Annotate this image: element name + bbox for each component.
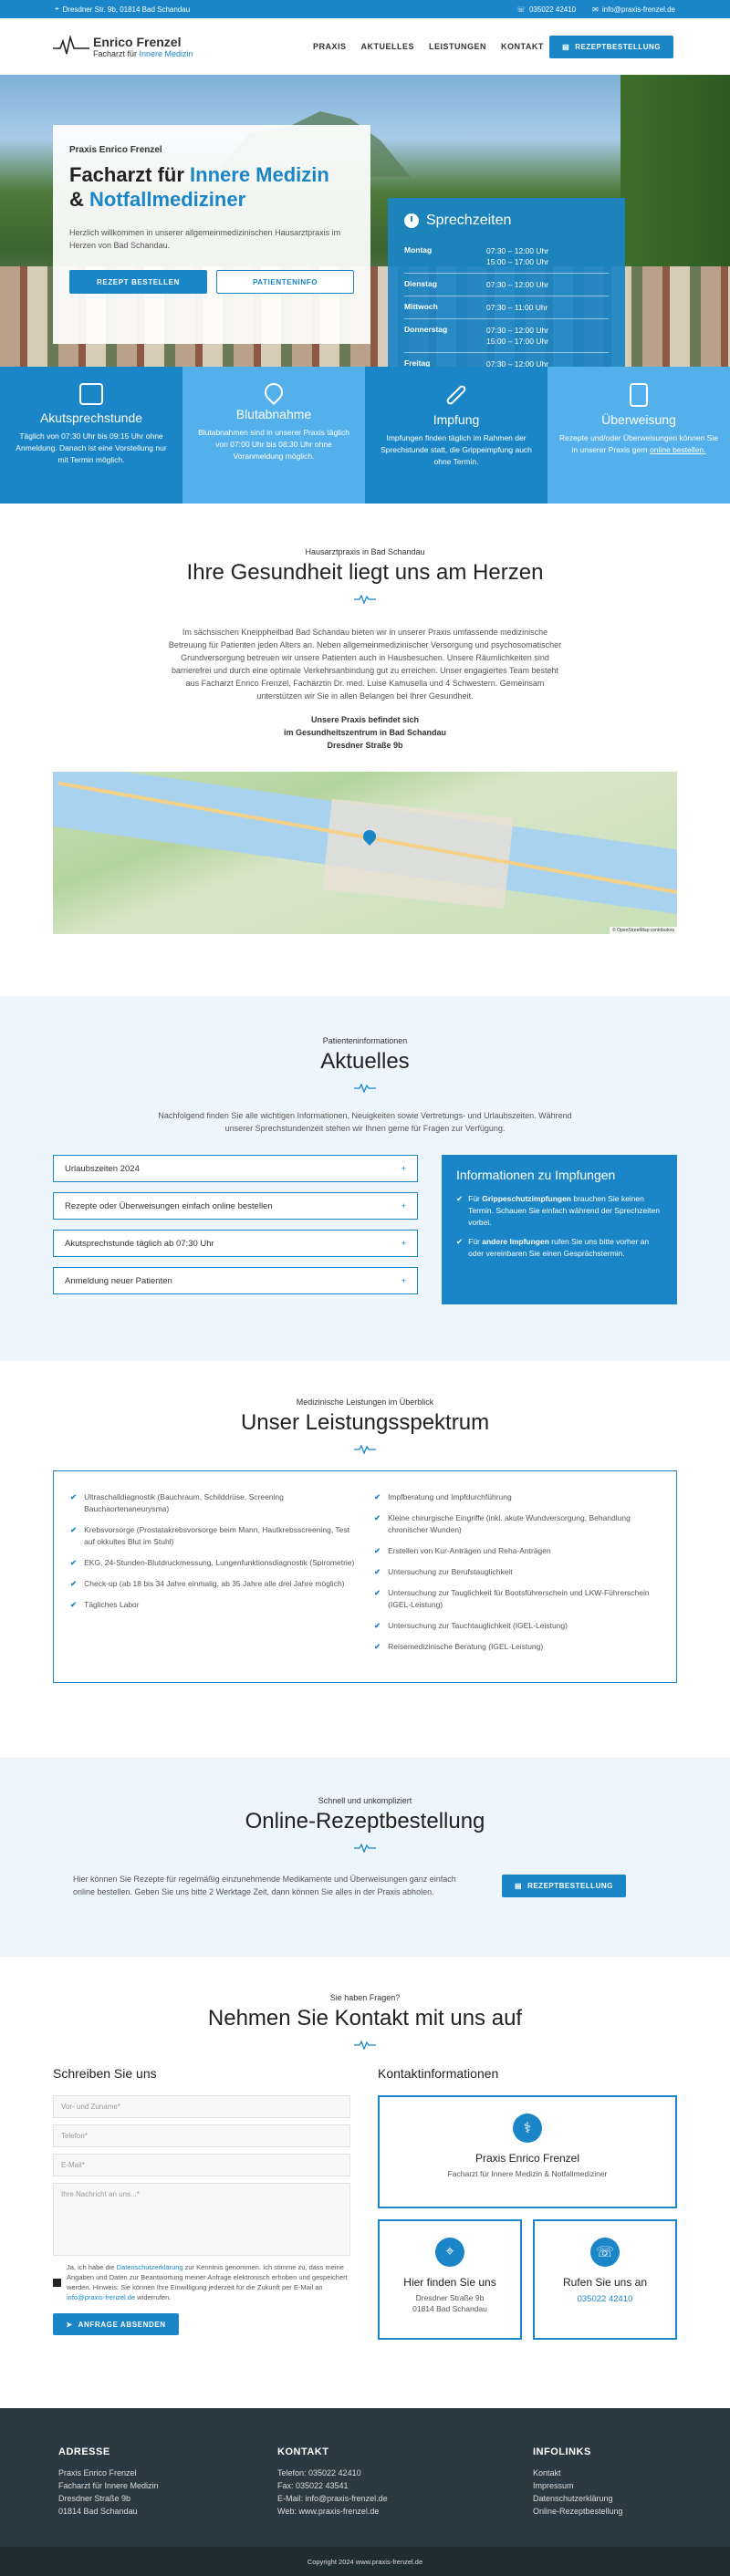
vaccination-info-box: [442, 1155, 677, 1304]
accordion-item[interactable]: Rezepte oder Überweisungen einfach online bestellen +: [53, 1192, 418, 1220]
topbar-address: Dresdner Str. 9b, 01814 Bad Schandau: [62, 5, 191, 14]
rx-kicker: Schnell und unkompliziert: [318, 1796, 412, 1805]
service-item: ✔ Krebsvorsorge (Prostatakrebsvorsorge beim Mann, Hautkrebsscreening, Test auf okkultes Blut im Stuhl): [70, 1525, 349, 1546]
hero-card: [53, 125, 370, 344]
address-card: ⌖ Hier finden Sie uns Dresdner Straße 9b 01814 Bad Schandau: [378, 2219, 522, 2340]
consent-row: [53, 2262, 350, 2302]
copyright: Copyright 2024 www.praxis-frenzel.de: [0, 2547, 730, 2576]
practice-name: Praxis Enrico Frenzel: [474, 2152, 580, 2165]
services-section: [0, 1361, 730, 1758]
phone-link[interactable]: 035022 42410: [577, 2294, 633, 2304]
news-kicker: Patienteninformationen: [322, 1036, 408, 1045]
services-box: [53, 1470, 677, 1683]
practice-subtitle: Facharzt für Innere Medizin & Notfallmediziner: [447, 2169, 608, 2178]
rx-order-button[interactable]: ▤ REZEPTBESTELLUNG: [502, 1875, 626, 1897]
footer-contact: KONTAKT Telefon: 035022 42410 Fax: 035022 43541 E-Mail: info@praxis-frenzel.de Web: www.praxis-frenzel.de: [277, 2446, 388, 2516]
feature-impfung: Impfung Impfungen finden täglich im Rahmen der Sprechstunde statt, die Grippeimpfung auch ohne Termin.: [365, 367, 548, 504]
clipboard-icon: [630, 383, 648, 407]
service-item: ✔ Impfberatung und Impfdurchführung: [374, 1492, 512, 1501]
vaccination-info-title: Informationen zu Impfungen: [456, 1168, 616, 1182]
check-icon: ✔: [374, 1621, 381, 1630]
news-title: Aktuelles: [320, 1049, 410, 1074]
footer-link-impressum[interactable]: Impressum: [533, 2481, 574, 2490]
map-town: [322, 799, 513, 909]
email-input[interactable]: E-Mail*: [53, 2154, 350, 2176]
hero: [0, 75, 730, 367]
heartbeat-divider-icon: [53, 1084, 677, 1093]
heartbeat-divider-icon: [53, 2041, 677, 2050]
contact-form: [53, 2066, 350, 2340]
footer-link-datenschutz[interactable]: Datenschutzerklärung: [533, 2494, 613, 2503]
about-location: Unsere Praxis befindet sich im Gesundheitszentrum in Bad Schandau Dresdner Straße 9b: [283, 715, 447, 750]
check-icon: ✔: [374, 1588, 381, 1597]
hours-title: Sprechzeiten: [404, 213, 609, 229]
service-item: ✔ Untersuchung zur Tauchtauglichkeit (IGEL-Leistung): [374, 1621, 568, 1630]
heartbeat-divider-icon: [53, 1844, 677, 1853]
check-icon: ✔: [374, 1546, 381, 1555]
check-icon: ✔: [70, 1492, 78, 1501]
logo-subtitle: Facharzt für Innere Medizin: [93, 49, 193, 58]
about-text: Im sächsischen Kneippheilbad Bad Schandau bieten wir in unserer Praxis umfassende medizinische Betreuung für Patienten jeden Alters an. Neben allgemeinmedizinischer Versorgung und psychosomatischer Grundversorgung betreuen wir unsere Patienten auch in Hausbesuchen. Unsere Räumlichkeiten sind barrierefrei und durch eine optimale Verkehrsanbindung gut zu erreichen. Unser engagiertes Team besteht aus Facharzt Enrico Frenzel, Fachärztin Dr. med. Luise Kamusella und 4 Schwestern. Gemeinsam unterstützen wir Sie in allen Belangen bei Ihrer Gesundheit.: [168, 628, 562, 701]
footer-link-kontakt[interactable]: Kontakt: [533, 2468, 561, 2477]
map-attribution: © OpenStreetMap contributors: [610, 927, 677, 934]
accordion-item[interactable]: Akutsprechstunde täglich ab 07:30 Uhr +: [53, 1230, 418, 1257]
check-icon: ✔: [374, 1642, 381, 1651]
footer-address: ADRESSE Praxis Enrico Frenzel Facharzt für Innere Medizin Dresdner Straße 9b 01814 Bad Schandau: [58, 2446, 159, 2516]
document-icon: ▤: [515, 1881, 523, 1890]
map-marker-icon: ⌖: [435, 2238, 464, 2267]
clock-icon: [404, 213, 419, 228]
service-item: ✔ Check-up (ab 18 bis 34 Jahre einmalig, ab 35 Jahre alle drei Jahre möglich): [70, 1579, 345, 1588]
location-icon: ⌖: [55, 5, 59, 13]
footer-link-rezept[interactable]: Online-Rezeptbestellung: [533, 2507, 623, 2516]
service-item: ✔ Reisemedizinische Beratung (IGEL-Leistung): [374, 1642, 544, 1651]
topbar-email-link[interactable]: [592, 5, 675, 14]
privacy-link[interactable]: Datenschutzerklärung: [116, 2263, 183, 2271]
header-rezept-button[interactable]: ▤ REZEPTBESTELLUNG: [549, 36, 673, 58]
name-input[interactable]: Vor- und Zuname*: [53, 2095, 350, 2118]
contact-section: [0, 1957, 730, 2408]
location-map[interactable]: [53, 772, 677, 934]
feature-ueberweisung: Überweisung Rezepte und/oder Überweisungen können Sie in unserer Praxis gern online bestellen.: [548, 367, 730, 504]
about-title: Ihre Gesundheit liegt uns am Herzen: [186, 560, 544, 585]
services-title: Unser Leistungsspektrum: [240, 1410, 490, 1435]
service-item: ✔ Untersuchung zur Berufstauglichkeit: [374, 1567, 513, 1576]
nav-aktuelles[interactable]: AKTUELLES: [360, 42, 415, 51]
service-item: ✔ Ultraschalldiagnostik (Bauchraum, Schilddrüse, Screening Bauchaortenaneurysma): [70, 1492, 284, 1513]
opening-hours-box: [388, 198, 625, 367]
hero-kicker: Praxis Enrico Frenzel: [69, 145, 162, 155]
rx-title: Online-Rezeptbestellung: [245, 1809, 485, 1833]
rx-section: [0, 1758, 730, 1957]
nav-praxis[interactable]: PRAXIS: [313, 42, 347, 51]
news-text: Nachfolgend finden Sie alle wichtigen Informationen, Neuigkeiten sowie Vertretungs- und Urlaubszeiten. Während unserer Sprechstundenzeit stehen wir Ihnen gerne für Fragen zur Verfügung.: [158, 1111, 572, 1133]
top-bar: [0, 0, 730, 18]
nav-kontakt[interactable]: KONTAKT: [501, 42, 544, 51]
phone-card: ☏ Rufen Sie uns an 035022 42410: [533, 2219, 677, 2340]
hero-title: Facharzt für Innere Medizin & Notfallmediziner: [69, 163, 329, 211]
news-accordion: [53, 1155, 418, 1304]
check-icon: ✔: [374, 1567, 381, 1576]
check-icon: ✔: [456, 1237, 464, 1246]
logo[interactable]: [53, 35, 235, 58]
hero-text: Herzlich willkommen in unserer allgemeinmedizinischen Hausarztpraxis im Herzen von Bad Schandau.: [69, 228, 341, 250]
heartbeat-divider-icon: [53, 1445, 677, 1454]
online-bestellen-link[interactable]: online bestellen.: [650, 445, 706, 454]
accordion-item[interactable]: Urlaubszeiten 2024 +: [53, 1155, 418, 1182]
nav-leistungen[interactable]: LEISTUNGEN: [429, 42, 487, 51]
plus-icon: +: [401, 1238, 406, 1249]
feature-tiles: [0, 367, 730, 504]
check-icon: ✔: [70, 1579, 78, 1588]
consent-text: Ja, ich habe die Datenschutzerklärung zur Kenntnis genommen. Ich stimme zu, dass meine Angaben und Daten zur Beantwortung meiner Anfrage elektronisch erhoben und gespeichert werden. Hinweis: Sie können Ihre Einwilligung jederzeit für die Zukunft per E-Mail an info@praxis-frenzel.de widerrufen.: [67, 2263, 348, 2301]
info-item: ✔ Für andere Impfungen rufen Sie uns bitte vorher an oder vereinbaren Sie einen Gesprächstermin.: [456, 1237, 650, 1258]
footer: [0, 2408, 730, 2576]
topbar-phone-link[interactable]: [516, 5, 576, 14]
contact-info-title: Kontaktinformationen: [378, 2066, 499, 2081]
rx-text: Hier können Sie Rezepte für regelmäßig einzunehmende Medikamente und Überweisungen ganz einfach online bestellen. Geben Sie uns bitte 2 Werktage Zeit, dann können Sie alles in der Praxis abholen.: [73, 1875, 456, 1896]
check-icon: ✔: [70, 1525, 78, 1534]
service-item: ✔ EKG, 24-Stunden-Blutdruckmessung, Lungenfunktionsdiagnostik (Spirometrie): [70, 1558, 355, 1567]
ambulance-icon: [79, 383, 103, 405]
blood-drop-icon: [261, 379, 287, 405]
service-item: ✔ Untersuchung zur Tauglichkeit für Bootsführerschein und LKW-Führerschein (IGEL-Leistung): [374, 1588, 650, 1609]
hours-row: Freitag 07:30 – 12:00 Uhr: [404, 358, 549, 367]
accordion-item[interactable]: Anmeldung neuer Patienten +: [53, 1267, 418, 1294]
phone-icon: ☏: [590, 2238, 620, 2267]
feature-akutsprechstunde: Akutsprechstunde Täglich von 07:30 Uhr bis 09:15 Uhr ohne Anmeldung. Danach ist eine Vorstellung nur mit Termin möglich.: [0, 367, 182, 504]
mail-icon: ✉: [592, 5, 599, 14]
plus-icon: +: [401, 1200, 406, 1211]
plus-icon: +: [401, 1275, 406, 1286]
services-kicker: Medizinische Leistungen im Überblick: [296, 1397, 434, 1407]
hours-row: Montag 07:30 – 12:00 Uhr 15:00 – 17:00 Uhr: [404, 240, 609, 274]
hours-row: Dienstag 07:30 – 12:00 Uhr: [404, 274, 609, 296]
main-nav: [313, 42, 544, 51]
contact-title: Nehmen Sie Kontakt mit uns auf: [207, 2006, 523, 2031]
service-item: ✔ Kleine chirurgische Eingriffe (inkl. akute Wundversorgung, Behandlung chronischer Wunden): [374, 1513, 631, 1534]
heartbeat-divider-icon: [53, 595, 677, 604]
send-button[interactable]: ➤ ANFRAGE ABSENDEN: [53, 2313, 179, 2335]
phone-input[interactable]: Telefon*: [53, 2124, 350, 2147]
hours-row: Mittwoch 07:30 – 11:00 Uhr: [404, 296, 609, 319]
info-item: ✔ Für Grippeschutzimpfungen brauchen Sie keinen Termin. Schauen Sie einfach während der Sprechzeiten vorbei.: [456, 1194, 660, 1227]
rezept-bestellen-button[interactable]: REZEPT BESTELLEN: [69, 270, 207, 294]
service-item: ✔ Tägliches Labor: [70, 1600, 140, 1609]
check-icon: ✔: [70, 1558, 78, 1567]
stethoscope-icon: ⚕: [513, 2114, 542, 2143]
consent-email-link[interactable]: info@praxis-frenzel.de: [67, 2293, 136, 2301]
consent-checkbox[interactable]: [53, 2279, 61, 2287]
news-section: [0, 996, 730, 1361]
paper-plane-icon: ➤: [66, 2320, 73, 2329]
contact-info: [378, 2066, 677, 2340]
check-icon: ✔: [374, 1513, 381, 1522]
about-kicker: Hausarztpraxis in Bad Schandau: [305, 547, 425, 556]
footer-links: INFOLINKS Kontakt Impressum Datenschutzerklärung Online-Rezeptbestellung: [533, 2446, 623, 2516]
about-section: [0, 504, 730, 996]
phone-icon: ☏: [516, 5, 526, 14]
form-title: Schreiben Sie uns: [53, 2066, 157, 2081]
logo-name: Enrico Frenzel: [93, 35, 182, 49]
service-item: ✔ Erstellen von Kur-Anträgen und Reha-Anträgen: [374, 1546, 551, 1555]
check-icon: ✔: [456, 1194, 464, 1203]
practice-card: [378, 2095, 677, 2208]
syringe-icon: [445, 384, 467, 406]
site-header: [0, 18, 730, 75]
plus-icon: +: [401, 1163, 406, 1174]
check-icon: ✔: [374, 1492, 381, 1501]
topbar-email: info@praxis-frenzel.de: [601, 5, 675, 14]
heartbeat-logo-icon: [53, 36, 89, 57]
topbar-phone: 035022 42410: [528, 5, 577, 14]
hours-row: Donnerstag 07:30 – 12:00 Uhr 15:00 – 17:00 Uhr: [404, 319, 609, 353]
check-icon: ✔: [70, 1600, 78, 1609]
patienteninfo-button[interactable]: PATIENTENINFO: [216, 270, 354, 294]
document-icon: ▤: [562, 42, 570, 51]
contact-kicker: Sie haben Fragen?: [329, 1993, 401, 2002]
message-textarea[interactable]: Ihre Nachricht an uns...*: [53, 2183, 350, 2256]
feature-blutabnahme: Blutabnahme Blutabnahmen sind in unserer Praxis täglich von 07:00 Uhr bis 08:30 Uhr ohne Voranmeldung möglich.: [182, 367, 365, 504]
